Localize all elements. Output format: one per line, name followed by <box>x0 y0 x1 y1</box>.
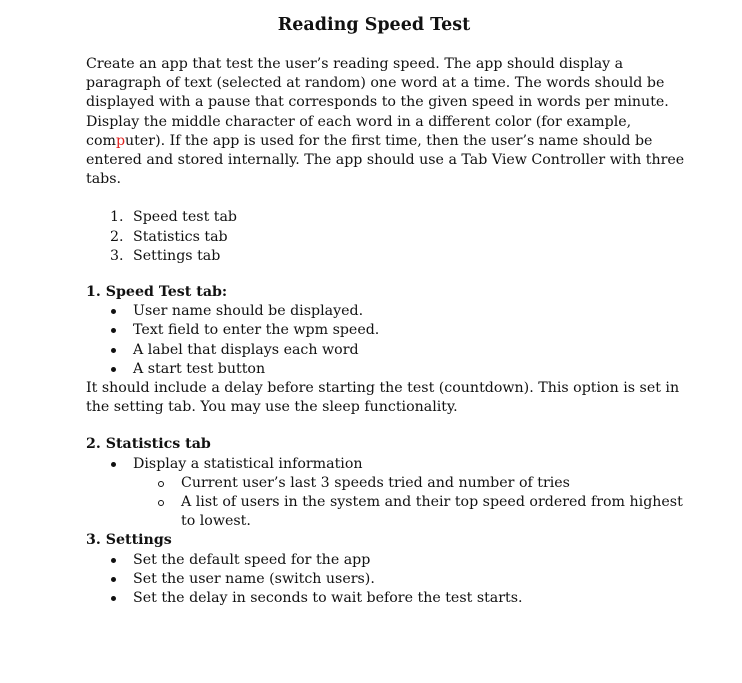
list-item <box>86 208 686 227</box>
bullet-text: A start test button <box>133 360 266 377</box>
speed-test-bullets <box>86 302 686 379</box>
list-item <box>86 341 686 360</box>
intro-text-end: uter). If the app is used for the first time, then the user’s name should be entered and stored internally. The app should use a Tab View Controller with three tabs. <box>86 132 685 188</box>
hollow-bullet-icon <box>158 481 164 487</box>
list-item <box>86 474 686 493</box>
section-heading-settings: 3. Settings <box>86 532 172 549</box>
highlighted-middle-character: p <box>115 132 126 149</box>
section-heading-statistics: 2. Statistics tab <box>86 436 211 453</box>
bullet-text: Set the delay in seconds to wait before the test starts. <box>133 590 523 607</box>
bullet-icon <box>111 328 116 333</box>
document-title: Reading Speed Test <box>277 15 471 35</box>
speed-test-note: It should include a delay before starting the test (countdown). This option is set in the setting tab. You may use the sleep functionality. <box>86 380 680 416</box>
list-item-label: Speed test tab <box>133 209 238 226</box>
list-item <box>86 570 686 589</box>
list-item <box>86 455 686 474</box>
list-item-label: Statistics tab <box>133 228 228 245</box>
section-heading-speed-test: 1. Speed Test tab: <box>86 284 228 301</box>
list-item <box>86 551 686 570</box>
bullet-icon <box>111 462 116 467</box>
list-item <box>86 302 686 321</box>
sub-bullet-text: A list of users in the system and their top speed ordered from highest to lowest. <box>181 494 683 530</box>
bullet-text: Text field to enter the wpm speed. <box>133 322 380 339</box>
statistics-bullets <box>86 455 686 474</box>
bullet-text: Set the user name (switch users). <box>133 570 375 587</box>
bullet-text: Set the default speed for the app <box>133 551 371 568</box>
bullet-icon <box>111 348 116 353</box>
bullet-text: A label that displays each word <box>133 341 359 358</box>
bullet-text: Display a statistical information <box>133 455 363 472</box>
statistics-sub-bullets <box>86 474 686 532</box>
intro-paragraph <box>86 55 686 189</box>
list-item <box>86 321 686 340</box>
bullet-icon <box>111 596 116 601</box>
list-item <box>86 589 686 608</box>
bullet-icon <box>111 577 116 582</box>
hollow-bullet-icon <box>158 500 164 506</box>
list-item-label: Settings tab <box>133 247 221 264</box>
intro-text-start: Create an app that test the user’s reading speed. The app should display a paragraph of text (selected at random) one word at a time. The words should be displayed with a pause that corresponds to the given speed in words per minute. Display the middle character of each word in a different color (for example, com <box>86 56 669 149</box>
list-number: 2. <box>110 228 124 245</box>
bullet-text: User name should be displayed. <box>133 303 364 320</box>
list-number: 1. <box>110 209 124 226</box>
settings-bullets <box>86 551 686 609</box>
bullet-icon <box>111 367 116 372</box>
sub-bullet-text: Current user’s last 3 speeds tried and number of tries <box>181 474 570 491</box>
bullet-icon <box>111 309 116 314</box>
document-page <box>86 12 686 608</box>
list-item <box>86 228 686 247</box>
list-item <box>86 493 686 531</box>
list-item <box>86 247 686 266</box>
tabs-list <box>86 208 686 266</box>
list-number: 3. <box>110 247 124 264</box>
bullet-icon <box>111 558 116 563</box>
list-item <box>86 360 686 379</box>
